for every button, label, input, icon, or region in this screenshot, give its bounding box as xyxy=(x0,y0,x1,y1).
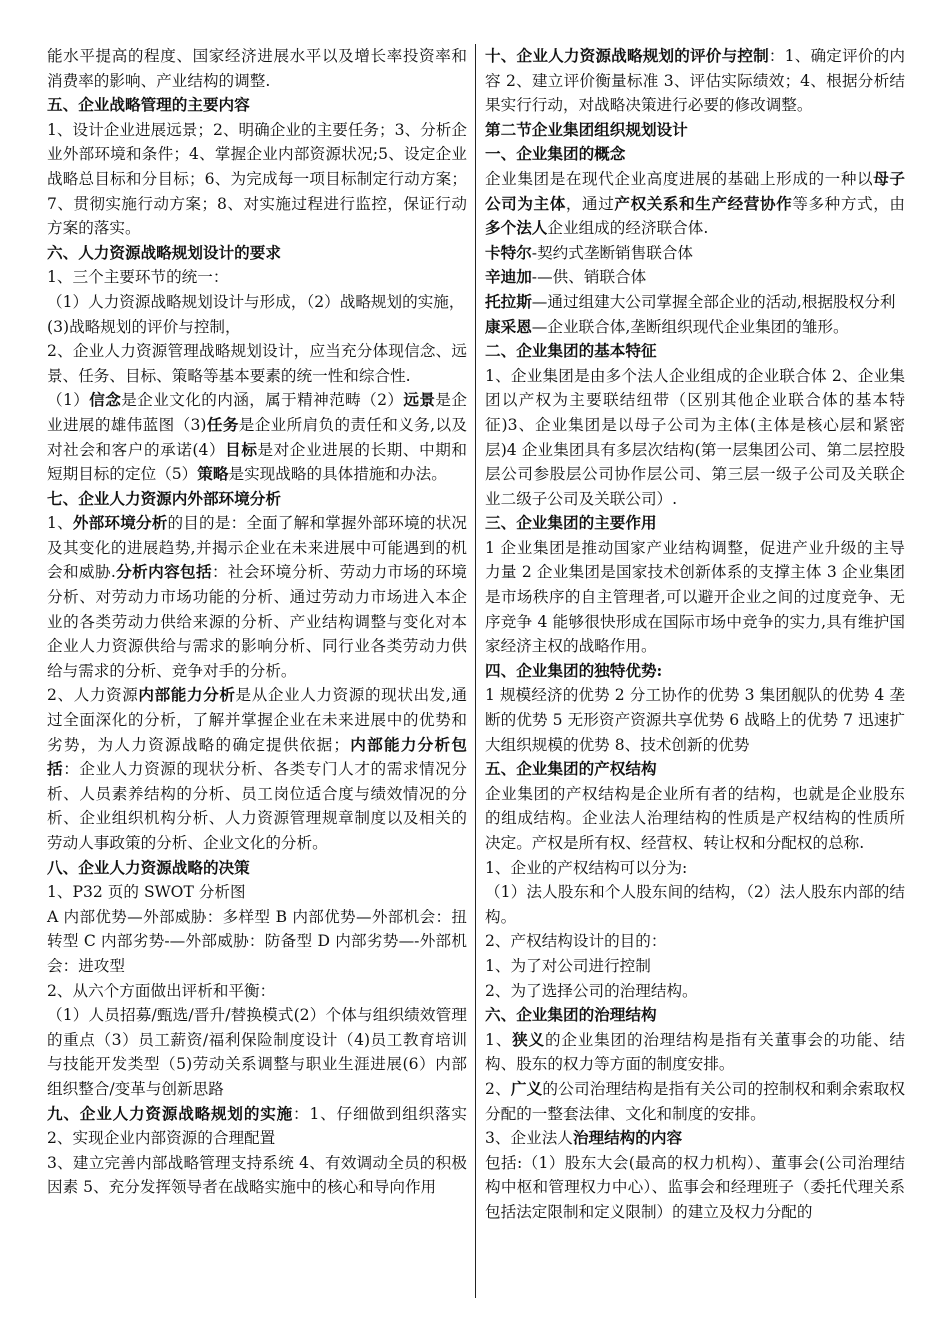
paragraph xyxy=(485,1077,905,1126)
paragraph xyxy=(485,929,905,954)
paragraph xyxy=(47,905,467,979)
paragraph xyxy=(47,339,467,388)
text-run: 2、 xyxy=(485,1079,511,1098)
paragraph xyxy=(485,1151,905,1225)
text-run: 1、企业的产权结构可以分为: xyxy=(485,858,688,877)
bold-term: 母子公司为主体 xyxy=(485,168,905,213)
text-run: （1） xyxy=(47,391,90,410)
text-run: ：1、仔细做到组织落实 2、实现企业内部资源的合理配置 xyxy=(47,1104,467,1148)
paragraph xyxy=(47,315,467,340)
paragraph xyxy=(47,44,467,93)
text-run: 的目的是：全面了解和掌握外部环境的状况及其变化的进展趋势,并揭示企业在未来进展中可能遇到的机会和威胁. xyxy=(47,514,467,582)
section-heading: 六、企业集团的治理结构 xyxy=(485,1005,657,1025)
bold-term: 康采恩 xyxy=(485,316,532,336)
text-run: —通过组建大公司掌握全部企业的活动,根据股权分利 xyxy=(531,292,896,311)
right-column xyxy=(485,44,905,1225)
bold-term: 内部能力分析包括 xyxy=(47,734,467,779)
paragraph xyxy=(47,1151,467,1200)
paragraph xyxy=(47,388,467,486)
paragraph xyxy=(485,1126,905,1151)
text-run: 是从企业人力资源的现状出发,通过全面深化的分析，了解并掌握企业在未来进展中的优势和劣势，为人力资源战略的确定提供依据； xyxy=(47,686,467,754)
paragraph xyxy=(485,364,905,512)
paragraph xyxy=(47,880,467,905)
paragraph xyxy=(47,1003,467,1101)
text-run: 2、人力资源 xyxy=(47,686,139,705)
bold-term: 辛迪加 xyxy=(485,267,532,287)
text-run: 能水平提高的程度、国家经济进展水平以及增长率投资率和消费率的影响、产业结构的调整. xyxy=(47,47,467,90)
paragraph xyxy=(485,44,905,118)
text-run: ：企业人力资源的现状分析、各类专门人才的需求情况分析、人员素养结构的分析、员工岗位适合度与绩效情况的分析、企业组织机构分析、人力资源管理规章制度以及相关的劳动人事政策的分析、企业文化的分析。 xyxy=(47,760,467,852)
paragraph xyxy=(485,856,905,881)
text-run: 2、企业人力资源管理战略规划设计，应当充分体现信念、远景、任务、目标、策略等基本要素的统一性和综合性. xyxy=(47,342,467,385)
paragraph xyxy=(485,290,905,315)
section-heading: 一、企业集团的概念 xyxy=(485,144,626,164)
text-run: 2、产权结构设计的目的： xyxy=(485,932,667,951)
paragraph xyxy=(485,1028,905,1077)
text-run: 1、 xyxy=(485,1030,513,1049)
text-run: ，通过 xyxy=(565,194,615,213)
text-run: 1、三个主要环节的统一： xyxy=(47,268,229,287)
text-run: 是企业文化的内涵，属于精神范畴（2） xyxy=(121,391,404,410)
paragraph xyxy=(47,265,467,290)
paragraph xyxy=(485,536,905,659)
paragraph xyxy=(47,290,467,315)
paragraph xyxy=(47,683,467,855)
bold-term: 治理结构的内容 xyxy=(572,1128,683,1148)
bold-term: 信念 xyxy=(89,390,122,410)
section-heading: 四、企业集团的独特优势: xyxy=(485,660,663,680)
text-run: 1、为了对公司进行控制 xyxy=(485,956,651,975)
text-run: 是企业进展的雄伟蓝图（3) xyxy=(47,391,467,434)
text-run: 是实现战略的具体措施和办法。 xyxy=(228,465,447,484)
text-run: 1、设计企业进展远景；2、明确企业的主要任务；3、分析企业外部环境和条件；4、掌握企业内部资源状况;5、设定企业战略总目标和分目标；6、为完成每一项目标制定行动方案；7、贯彻实施行动方案；8、对实施过程进行监控，保证行动方案的落实。 xyxy=(47,120,467,238)
paragraph xyxy=(485,979,905,1004)
paragraph xyxy=(485,683,905,757)
text-run: 1 规模经济的优势 2 分工协作的优势 3 集团舰队的优势 4 垄断的优势 5 无形资产资源共享优势 6 战略上的优势 7 迅速扩大组织规模的优势 8、技术创新的优势 xyxy=(485,686,905,754)
bold-term: 九、企业人力资源战略规划的实施 xyxy=(47,1103,294,1123)
text-run: 2、从六个方面做出评析和平衡： xyxy=(47,981,276,1000)
bold-term: 多个法人 xyxy=(485,218,548,238)
text-run: A 内部优势—外部威胁：多样型 B 内部优势—外部机会：扭转型 C 内部劣势-—外部威胁：防备型 D 内部劣势—-外部机会：进攻型 xyxy=(47,907,467,975)
bold-term: 产权关系和生产经营协作 xyxy=(614,193,793,213)
text-run: —企业联合体,垄断组织现代企业集团的雏形。 xyxy=(531,317,849,336)
text-run: （1）法人股东和个人股东间的结构，（2）法人股东内部的结构。 xyxy=(485,883,905,926)
bold-term: 卡特尔 xyxy=(485,242,532,262)
paragraph xyxy=(485,315,905,340)
section-heading: 五、企业战略管理的主要内容 xyxy=(47,95,250,115)
section-heading: 七、企业人力资源内外部环境分析 xyxy=(47,488,281,508)
bold-term: 分析内容包括 xyxy=(115,562,212,582)
text-run: 是对企业进展的长期、中期和短期目标的定位（5） xyxy=(47,440,467,484)
bold-term: 策略 xyxy=(197,464,229,484)
paragraph xyxy=(485,880,905,929)
column-divider xyxy=(475,44,476,1298)
text-run: ：社会环境分析、劳动力市场的环境分析、对劳动力市场功能的分析、通过劳动力市场进入本企业的各类劳动力供给来源的分析、产业结构调整与变化对本企业人力资源供给与需求的影响分析、同行业各类劳动力供给与需求的分析、竞争对手的分析。 xyxy=(47,563,467,680)
text-run: 的公司治理结构是指有关公司的控制权和剩余索取权分配的一整套法律、文化和制度的安排。 xyxy=(485,1079,905,1123)
text-run: 3、建立完善内部战略管理支持系统 4、有效调动全员的积极因素 5、充分发挥领导者在战略实施中的核心和导向作用 xyxy=(47,1153,467,1197)
bold-term: 目标 xyxy=(225,439,258,459)
paragraph xyxy=(47,118,467,241)
left-column xyxy=(47,44,467,1200)
section-heading: 第二节企业集团组织规划设计 xyxy=(485,119,688,139)
bold-term: 托拉斯 xyxy=(485,291,532,311)
section-heading: 八、企业人力资源战略的决策 xyxy=(47,857,250,877)
paragraph xyxy=(47,979,467,1004)
paragraph xyxy=(485,265,905,290)
section-heading: 六、人力资源战略规划设计的要求 xyxy=(47,242,281,262)
text-run: (3)战略规划的评价与控制， xyxy=(47,317,241,336)
text-run: （1）人力资源战略规划设计与形成，（2）战略规划的实施， xyxy=(47,292,465,311)
text-run: 1、企业集团是由多个法人企业组成的企业联合体 2、企业集团以产权为主要联结纽带（区别其他企业联合体的基本特征)3、企业集团是以母子公司为主体(主体是核心层和紧密层)4 企业集团具有多层次结构(第一层集团公司、第二层控股层公司参股层公司协作层公司、第三层一级子公司及关联企业二级子公司及关联公司）. xyxy=(485,366,905,508)
text-run: ：1、确定评价的内容 2、建立评价衡量标准 3、评估实际绩效；4、根据分析结果实行行动，对战略决策进行必要的修改调整。 xyxy=(485,47,905,115)
text-run: 包括:（1）股东大会(最高的权力机构）、董事会(公司治理结构中枢和管理权力中心）、监事会和经理班子（委托代理关系包括法定限制和定义限制）的建立及权力分配的 xyxy=(485,1153,905,1221)
paragraph xyxy=(485,954,905,979)
text-run: 企业集团是在现代企业高度进展的基础上形成的一种以 xyxy=(485,169,874,188)
text-run: -—供、销联合体 xyxy=(531,268,647,287)
bold-term: 外部环境分析 xyxy=(72,513,168,533)
text-run: 的企业集团的治理结构是指有关董事会的功能、结构、股东的权力等方面的制度安排。 xyxy=(485,1030,905,1074)
paragraph xyxy=(485,167,905,241)
bold-term: 狭义 xyxy=(512,1029,545,1049)
text-run: 企业集团的产权结构是企业所有者的结构，也就是企业股东的组成结构。企业法人治理结构的性质是产权结构的性质所决定。产权是所有权、经营权、转让权和分配权的总称. xyxy=(485,784,905,852)
bold-term: 内部能力分析 xyxy=(138,685,236,705)
text-run: 1、 xyxy=(47,514,73,533)
text-run: 2、为了选择公司的治理结构。 xyxy=(485,981,698,1000)
text-run: 等多种方式，由 xyxy=(792,194,905,213)
section-heading: 二、企业集团的基本特征 xyxy=(485,341,657,361)
paragraph xyxy=(485,241,905,266)
text-run: 1、P32 页的 SWOT 分析图 xyxy=(47,883,246,902)
text-run: 3、企业法人 xyxy=(485,1129,573,1148)
text-run: （1）人员招募/甄选/晋升/替换模式(2）个体与组织绩效管理的重点（3）员工薪资/福利保险制度设计（4)员工教育培训与技能开发类型（5)劳动关系调整与职业生涯进展(6）内部组织整合/变革与创新思路 xyxy=(47,1006,467,1098)
paragraph xyxy=(485,782,905,856)
section-heading: 三、企业集团的主要作用 xyxy=(485,513,657,533)
paragraph xyxy=(47,1102,467,1151)
section-heading: 五、企业集团的产权结构 xyxy=(485,759,657,779)
paragraph xyxy=(47,511,467,683)
text-run: 1 企业集团是推动国家产业结构调整，促进产业升级的主导力量 2 企业集团是国家技术创新体系的支撑主体 3 企业集团是市场秩序的自主管理者,可以避开企业之间的过度竞争、无序竞争 4 能够很快形成在国际市场中竞争的实力,具有维护国家经济主权的战略作用。 xyxy=(485,538,905,656)
bold-term: 十、企业人力资源战略规划的评价与控制 xyxy=(485,46,769,65)
bold-term: 任务 xyxy=(206,414,239,434)
bold-term: 广义 xyxy=(510,1078,543,1098)
text-run: -契约式垄断销售联合体 xyxy=(531,243,694,262)
text-run: 是企业所肩负的责任和义务,以及对社会和客户的承诺(4） xyxy=(47,415,467,459)
bold-term: 远景 xyxy=(403,390,436,410)
text-run: 企业组成的经济联合体. xyxy=(547,219,709,238)
